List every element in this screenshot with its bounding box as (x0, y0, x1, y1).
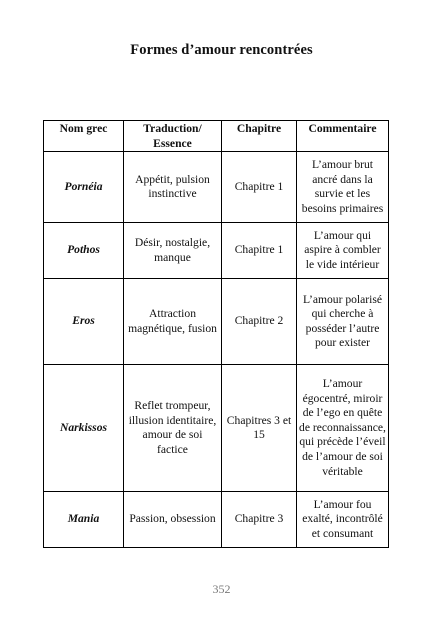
table-row (44, 152, 389, 223)
header-greek-name: Nom grec (44, 121, 124, 152)
comment-cell: L’amour polarisé qui cherche à posséder l’autre pour exister (297, 279, 389, 365)
translation-cell: Appétit, pulsion instinctive (124, 152, 222, 223)
page-number: 352 (212, 582, 231, 596)
table-row (44, 279, 389, 365)
table-row (44, 492, 389, 548)
comment-cell: L’amour égocentré, miroir de l’ego en quête de reconnaissance, qui précède l’éveil de l’amour de soi véritable (297, 365, 389, 492)
chapter-cell: Chapitre 2 (222, 279, 297, 365)
greek-name-cell: Pothos (44, 223, 124, 279)
page-title: Formes d’amour rencontrées (130, 42, 313, 58)
translation-cell: Passion, obsession (124, 492, 222, 548)
love-forms-table (43, 120, 389, 548)
greek-name-cell: Mania (44, 492, 124, 548)
chapter-cell: Chapitre 1 (222, 152, 297, 223)
translation-cell: Attraction magnétique, fusion (124, 279, 222, 365)
comment-cell: L’amour brut ancré dans la survie et les besoins primaires (297, 152, 389, 223)
greek-name-cell: Narkissos (44, 365, 124, 492)
table-row (44, 365, 389, 492)
comment-cell: L’amour fou exalté, incontrôlé et consumant (297, 492, 389, 548)
chapter-cell: Chapitres 3 et 15 (222, 365, 297, 492)
greek-name-cell: Eros (44, 279, 124, 365)
header-translation: Traduction/ Essence (124, 121, 222, 152)
table-row (44, 223, 389, 279)
greek-name-cell: Pornéia (44, 152, 124, 223)
translation-cell: Reflet trompeur, illusion identitaire, amour de soi factice (124, 365, 222, 492)
translation-cell: Désir, nostalgie, manque (124, 223, 222, 279)
chapter-cell: Chapitre 1 (222, 223, 297, 279)
table-header-row (44, 121, 389, 152)
chapter-cell: Chapitre 3 (222, 492, 297, 548)
header-chapter: Chapitre (222, 121, 297, 152)
comment-cell: L’amour qui aspire à combler le vide intérieur (297, 223, 389, 279)
header-comment: Commentaire (297, 121, 389, 152)
